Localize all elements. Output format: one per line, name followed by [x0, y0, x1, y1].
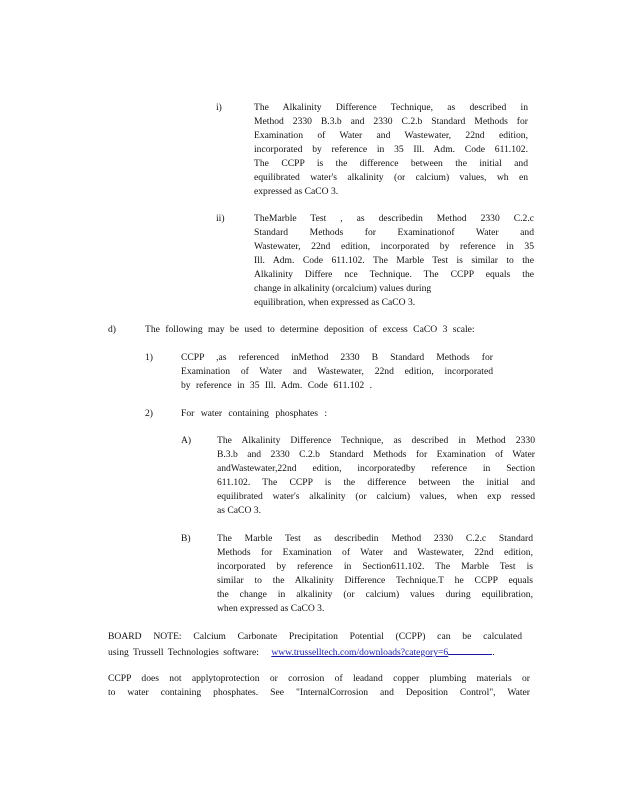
- board-note: [108, 630, 522, 660]
- text-line: incorporated by reference in Section611.102. The Marble Test is: [217, 561, 533, 572]
- board-note-suffix: .: [492, 647, 495, 658]
- text-line: incorporated by reference in 35 Ill. Adm. Code 611.102.: [254, 144, 528, 155]
- item-B-label: B): [181, 533, 191, 544]
- text-line: equilibration, when expressed as CaCO 3.: [254, 297, 416, 308]
- item-d-label: d): [108, 324, 116, 335]
- item-B-text: [217, 532, 533, 616]
- item-d2-label: 2): [145, 408, 153, 419]
- text-line: 611.102. The CCPP is the difference between the initial and: [217, 477, 535, 488]
- board-note-line: [108, 644, 522, 660]
- item-d-text: The following may be used to determine deposition of excess CaCO 3 scale:: [145, 324, 475, 335]
- text-line: Method 2330 B.3.b and 2330 C.2.b Standard Methods for: [254, 116, 528, 127]
- item-d2-text: For water containing phosphates :: [181, 408, 328, 419]
- ccpp-note-line: to water containing phosphates. See "InternalCorrosion and Deposition Control", Water: [108, 687, 530, 698]
- text-line: by reference in 35 Ill. Adm. Code 611.102 .: [181, 380, 372, 391]
- item-ii-label: ii): [216, 213, 225, 224]
- text-line: Ill. Adm. Code 611.102. The Marble Test is similar to the: [254, 255, 534, 266]
- text-line: Examination of Water and Wastewater, 22nd edition, incorporated: [181, 366, 493, 377]
- item-ii-text: [254, 212, 534, 310]
- text-line: the change in alkalinity (or calcium) values during equilibration,: [217, 589, 533, 600]
- link-trailing-fill: [448, 644, 492, 655]
- ccpp-note-line: CCPP does not applytoprotection or corrosion of leadand copper plumbing materials or: [108, 673, 530, 684]
- board-note-prefix: using Trussell Technologies software:: [108, 647, 259, 658]
- text-line: The Alkalinity Difference Technique, as described in Method 2330: [217, 435, 535, 446]
- item-i-label: i): [216, 102, 222, 113]
- text-line: TheMarble Test , as describedin Method 2330 C.2.c: [254, 213, 534, 224]
- board-note-line: BOARD NOTE: Calcium Carbonate Precipitation Potential (CCPP) can be calculated: [108, 631, 522, 642]
- trusselltech-link[interactable]: www.trusselltech.com/downloads?category=6: [271, 647, 449, 658]
- text-line: Examination of Water and Wastewater, 22nd edition,: [254, 130, 528, 141]
- text-line: when expressed as CaCO 3.: [217, 603, 325, 614]
- text-line: The Alkalinity Difference Technique, as described in: [254, 102, 528, 113]
- text-line: expressed as CaCO 3.: [254, 186, 339, 197]
- item-d1-text: [181, 351, 493, 393]
- item-A-label: A): [181, 435, 192, 446]
- text-line: B.3.b and 2330 C.2.b Standard Methods for Examination of Water: [217, 449, 535, 460]
- text-line: CCPP ,as referenced inMethod 2330 B Standard Methods for: [181, 352, 493, 363]
- ccpp-note: [108, 672, 530, 700]
- text-line: The Marble Test as describedin Method 2330 C.2.c Standard: [217, 533, 533, 544]
- text-line: The CCPP is the difference between the initial and: [254, 158, 528, 169]
- item-A-text: [217, 434, 535, 518]
- text-line: andWastewater,22nd edition, incorporatedby reference in Section: [217, 463, 535, 474]
- text-line: equilibrated water's alkalinity (or calcium) values, when exp ressed: [217, 491, 535, 502]
- text-line: equilibrated water's alkalinity (or calcium) values, wh en: [254, 172, 528, 183]
- text-line: change in alkalinity (orcalcium) values during: [254, 283, 432, 294]
- text-line: Alkalinity Differe nce Technique. The CCPP equals the: [254, 269, 534, 280]
- item-i-text: [254, 101, 528, 199]
- text-line: Methods for Examination of Water and Wastewater, 22nd edition,: [217, 547, 533, 558]
- text-line: similar to the Alkalinity Difference Technique.T he CCPP equals: [217, 575, 533, 586]
- text-line: as CaCO 3.: [217, 505, 261, 516]
- text-line: Standard Methods for Examinationof Water and: [254, 227, 534, 238]
- item-d1-label: 1): [145, 352, 153, 363]
- text-line: Wastewater, 22nd edition, incorporated by reference in 35: [254, 241, 534, 252]
